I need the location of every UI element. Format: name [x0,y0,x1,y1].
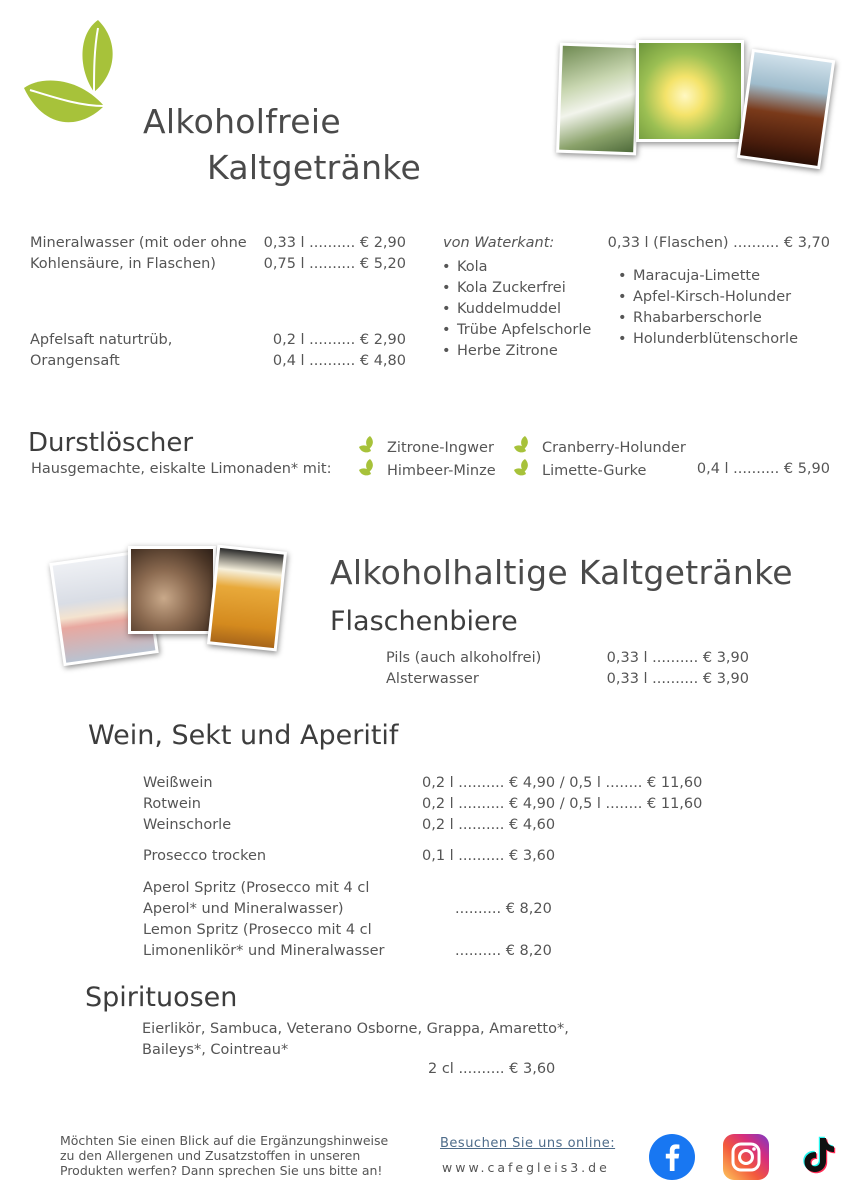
alk-title: Alkoholhaltige Kaltgetränke [330,553,793,592]
lemon-label: Lemon Spritz (Prosecco mit 4 cl Limonenlikör* und Mineralwasser [143,922,385,959]
durst-flavor-4: Limette-Gurke [513,458,646,482]
lemon-price: .......... € 8,20 [455,943,552,959]
spirits-photo [128,546,216,634]
waterkant-price: 0,33 l (Flaschen) .......... € 3,70 [607,235,830,251]
spirits-title: Spirituosen [85,982,238,1013]
durst-flavor-3: Cranberry-Holunder [513,435,686,459]
list-item: • Maracuja-Limette [618,266,798,287]
list-item: • Rhabarberschorle [618,308,798,329]
logo-leaves-icon [20,14,130,144]
durst-flavor-2: Himbeer-Minze [358,458,496,482]
waterkant-list-1 [442,257,591,362]
durst-flavor-1: Zitrone-Ingwer [358,435,494,459]
prosecco-label: Prosecco trocken [143,848,267,864]
list-item: • Kola [442,257,591,278]
spirits-price: 2 cl .......... € 3,60 [428,1061,556,1077]
website-url[interactable]: www.cafegleis3.de [442,1160,610,1175]
list-item: • Kuddelmuddel [442,299,591,320]
aperol-label: Aperol Spritz (Prosecco mit 4 cl Aperol* und Mineralwasser) [143,880,370,917]
cola-photo [737,49,835,170]
list-item: • Kola Zuckerfrei [442,278,591,299]
list-item: • Apfel-Kirsch-Holunder [618,287,798,308]
page-title-line1: Alkoholfreie [143,102,341,141]
beer-title: Flaschenbiere [330,606,518,637]
tiktok-icon[interactable] [795,1132,841,1178]
beer-prices: 0,33 l .......... € 3,90 0,33 l .......... € 3,90 [606,650,749,687]
leaf-icon [513,458,533,478]
leaf-icon [358,435,378,455]
list-item: • Herbe Zitrone [442,341,591,362]
beer-items: Pils (auch alkoholfrei) Alsterwasser [386,650,542,687]
allergen-note: Möchten Sie einen Blick auf die Ergänzungshinweise zu den Allergenen und Zusatzstoffen in unseren Produkten werfen? Dann sprechen Sie uns bitte an! [60,1133,389,1178]
durst-subtitle: Hausgemachte, eiskalte Limonaden* mit: [31,461,332,477]
beer-photo [207,545,287,652]
juice-prices: 0,2 l .......... € 2,90 0,4 l .......... € 4,80 [272,332,406,369]
wine-items: Weißwein Rotwein Weinschorle [143,775,232,833]
aperol-price: .......... € 8,20 [455,901,552,917]
durst-title: Durstlöscher [28,428,194,458]
durst-price: 0,4 l .......... € 5,90 [696,461,830,477]
visit-online-link[interactable]: Besuchen Sie uns online: [440,1136,616,1151]
juice-label: Apfelsaft naturtrüb, Orangensaft [30,332,173,369]
prosecco-price: 0,1 l .......... € 3,60 [422,848,556,864]
facebook-icon[interactable] [649,1134,695,1180]
spirits-text: Eierlikör, Sambuca, Veterano Osborne, Grappa, Amaretto*, Baileys*, Cointreau* [142,1021,569,1058]
leaf-icon [358,458,378,478]
list-item: • Holunderblütenschorle [618,329,798,350]
page-title-line2: Kaltgetränke [207,148,422,187]
lemonade-photo [636,40,744,142]
elderflower-photo [556,43,640,156]
water-label: Mineralwasser (mit oder ohne Kohlensäure, in Flaschen) [30,235,247,272]
instagram-icon[interactable] [723,1134,769,1180]
waterkant-list-2 [618,266,798,350]
wine-prices: 0,2 l .......... € 4,90 / 0,5 l ........ € 11,60 0,2 l .......... € 4,90 / 0,5 l ........ € 11,60 0,2 l .......... € 4,60 [422,775,703,833]
list-item: • Trübe Apfelschorle [442,320,591,341]
wine-title: Wein, Sekt und Aperitif [88,720,399,751]
leaf-icon [513,435,533,455]
water-prices: 0,33 l .......... € 2,90 0,75 l .......... € 5,20 [263,235,406,272]
waterkant-intro: von Waterkant: [443,235,555,251]
